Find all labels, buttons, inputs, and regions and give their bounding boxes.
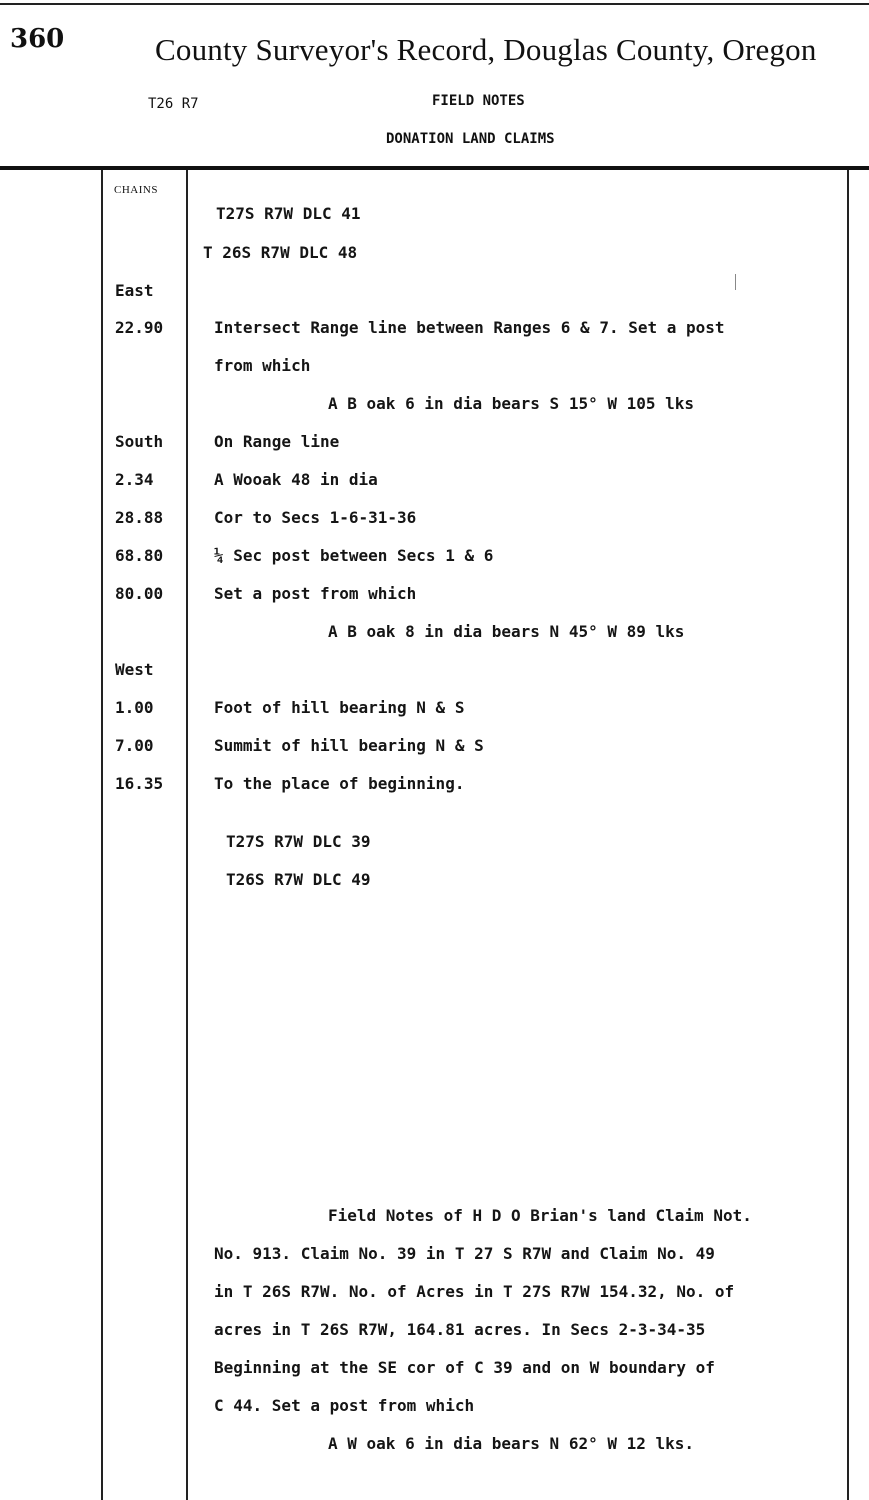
reference-line: T26S R7W DLC 49	[226, 870, 371, 889]
chains-value: 2.34	[115, 470, 154, 489]
bearing-tree-note: A B oak 8 in dia bears N 45° W 89 lks	[328, 622, 685, 641]
chains-value: 1.00	[115, 698, 154, 717]
chains-column-divider	[186, 170, 188, 1500]
record-title: County Surveyor's Record, Douglas County, Oregon	[155, 32, 817, 67]
top-rule	[0, 3, 869, 5]
note-text: Cor to Secs 1-6-31-36	[214, 508, 417, 527]
chains-value: 7.00	[115, 736, 154, 755]
note-text: To the place of beginning.	[214, 774, 465, 793]
paragraph-line: A W oak 6 in dia bears N 62° W 12 lks.	[328, 1434, 695, 1453]
paragraph-line: Beginning at the SE cor of C 39 and on W boundary of	[214, 1358, 715, 1377]
reference-line: T 26S R7W DLC 48	[203, 243, 358, 262]
note-text: On Range line	[214, 432, 340, 451]
page-number: 360	[10, 24, 65, 54]
paragraph-line: acres in T 26S R7W, 164.81 acres. In Secs 2-3-34-35	[214, 1320, 706, 1339]
note-text: from which	[214, 356, 311, 375]
reference-line: T27S R7W DLC 39	[226, 832, 371, 851]
header-rule	[0, 166, 869, 170]
chains-value: 28.88	[115, 508, 164, 527]
chains-value: 80.00	[115, 584, 164, 603]
paragraph-line: Field Notes of H D O Brian's land Claim Not.	[328, 1206, 752, 1225]
township-code: T26 R7	[148, 96, 199, 112]
chains-column-header: CHAINS	[114, 184, 158, 196]
paragraph-line: No. 913. Claim No. 39 in T 27 S R7W and Claim No. 49	[214, 1244, 715, 1263]
donation-land-claims-heading: DONATION LAND CLAIMS	[386, 131, 555, 147]
note-text: Intersect Range line between Ranges 6 & 7. Set a post	[214, 318, 725, 337]
chains-value: 22.90	[115, 318, 164, 337]
chains-value: South	[115, 432, 164, 451]
chains-value: East	[115, 281, 154, 300]
bearing-tree-note: A B oak 6 in dia bears S 15° W 105 lks	[328, 394, 695, 413]
chains-value: 68.80	[115, 546, 164, 565]
ink-mark	[735, 274, 736, 290]
field-notes-heading: FIELD NOTES	[432, 93, 525, 109]
note-text: A Wooak 48 in dia	[214, 470, 378, 489]
note-text: Summit of hill bearing N & S	[214, 736, 484, 755]
note-text: Foot of hill bearing N & S	[214, 698, 465, 717]
chains-value: West	[115, 660, 154, 679]
reference-line: T27S R7W DLC 41	[216, 204, 361, 223]
note-text: Set a post from which	[214, 584, 417, 603]
chains-value: 16.35	[115, 774, 164, 793]
paragraph-line: in T 26S R7W. No. of Acres in T 27S R7W 154.32, No. of	[214, 1282, 735, 1301]
left-column-line	[101, 170, 103, 1500]
note-text: ¼ Sec post between Secs 1 & 6	[214, 546, 494, 565]
paragraph-line: C 44. Set a post from which	[214, 1396, 475, 1415]
right-column-line	[847, 170, 849, 1500]
